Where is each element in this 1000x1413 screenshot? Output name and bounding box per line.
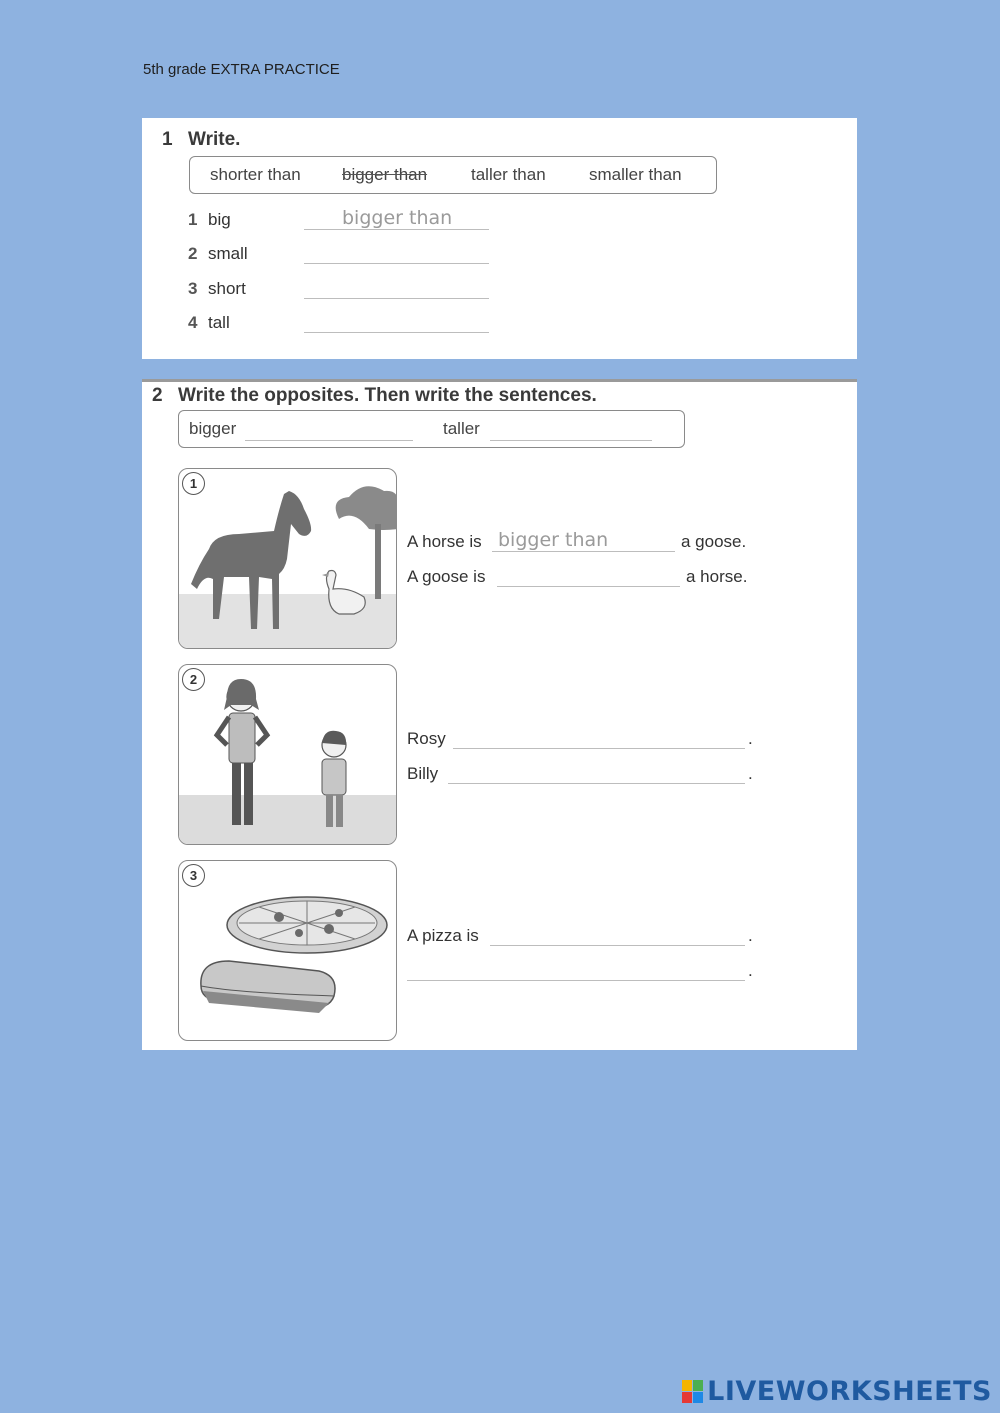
sentence-end: . [748, 926, 753, 945]
sentence-start: A horse is [407, 532, 482, 551]
sentence-end: a goose. [681, 532, 747, 551]
answer-field[interactable] [304, 242, 489, 264]
answer-field[interactable] [304, 311, 489, 333]
exercise-2-title [152, 385, 597, 407]
item-number: 1 [188, 210, 198, 229]
word-bank-item-used: bigger than [342, 165, 428, 184]
exercise-2-panel [142, 379, 857, 1050]
sentence-start: Billy [407, 764, 439, 783]
horse-and-goose-icon [179, 469, 397, 649]
page-title: 5th grade EXTRA PRACTICE [143, 61, 340, 78]
girl-and-boy-icon [179, 665, 397, 845]
word-bank-item: smaller than [589, 165, 682, 184]
opposite-word: taller [443, 419, 480, 438]
exercise-1-item [188, 244, 248, 264]
item-number: 3 [188, 279, 198, 298]
sentence-answer-field[interactable] [448, 762, 745, 784]
item-word: short [208, 279, 246, 298]
item-number: 2 [188, 244, 198, 263]
answer-field[interactable] [304, 277, 489, 299]
opposites-box [178, 410, 685, 448]
opposite-word: bigger [189, 419, 237, 438]
exercise-1-panel [142, 118, 857, 359]
sentence-answer-field[interactable] [497, 565, 680, 587]
exercise-1-instruction: Write. [188, 129, 241, 150]
exercise-1-title [162, 129, 240, 151]
sentence-end: . [748, 764, 753, 783]
sentence-answer-field[interactable] [453, 727, 745, 749]
exercise-2-instruction: Write the opposites. Then write the sentences. [178, 385, 597, 406]
sentence-end: . [748, 729, 753, 748]
sentence-start: A goose is [407, 567, 486, 586]
pizza-and-sandwich-picture [178, 860, 397, 1041]
girl-and-boy-picture [178, 664, 397, 845]
brand-logo-icon [682, 1380, 704, 1404]
exercise-2-number: 2 [152, 385, 163, 406]
pizza-and-sandwich-icon [179, 861, 397, 1041]
horse-and-goose-picture [178, 468, 397, 649]
exercise-1-item [188, 210, 231, 230]
sentence-answer-field[interactable] [492, 530, 675, 552]
brand-name: LIVEWORKSHEETS [707, 1376, 992, 1407]
sentence-end: a horse. [686, 567, 748, 586]
sentence-start: Rosy [407, 729, 446, 748]
opposite-answer-field[interactable] [245, 419, 413, 441]
sentence-answer-field[interactable] [490, 924, 745, 946]
exercise-1-number: 1 [162, 129, 173, 150]
picture-number: 2 [182, 668, 205, 691]
picture-number: 3 [182, 864, 205, 887]
answer-text: bigger than [342, 207, 453, 229]
sentence-end: . [748, 961, 753, 980]
answer-field[interactable] [304, 208, 489, 230]
word-bank-item: shorter than [210, 165, 301, 184]
sentence-start: A pizza is [407, 926, 479, 945]
exercise-1-item [188, 313, 230, 333]
item-word: small [208, 244, 248, 263]
item-word: big [208, 210, 231, 229]
picture-number: 1 [182, 472, 205, 495]
word-bank-item: taller than [471, 165, 546, 184]
answer-text: bigger than [498, 529, 609, 551]
opposite-answer-field[interactable] [490, 419, 652, 441]
liveworksheets-logo [682, 1376, 992, 1407]
sentence-answer-field[interactable] [407, 959, 745, 981]
item-number: 4 [188, 313, 198, 332]
word-bank [189, 156, 717, 194]
exercise-1-item [188, 279, 246, 299]
item-word: tall [208, 313, 230, 332]
